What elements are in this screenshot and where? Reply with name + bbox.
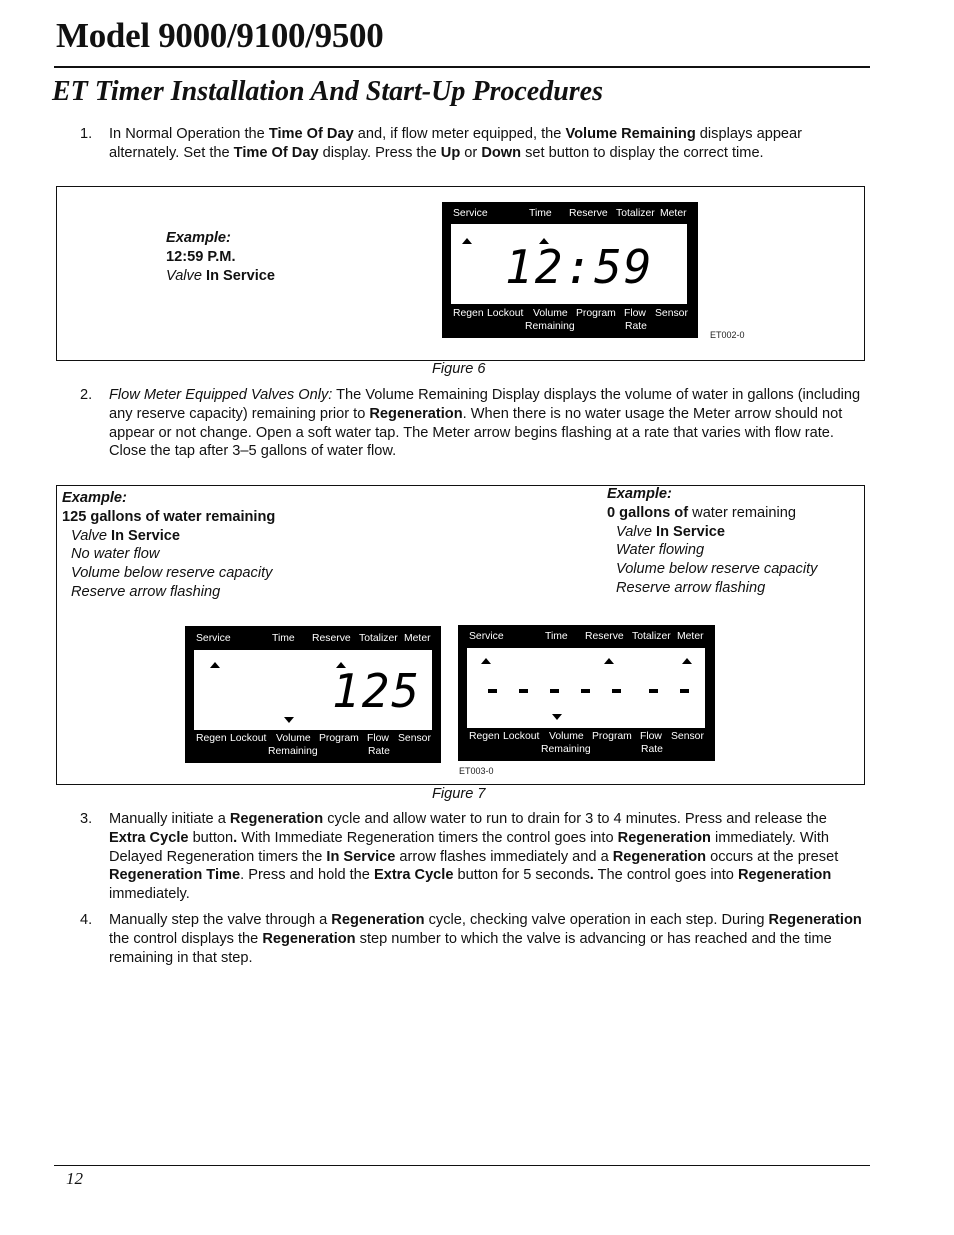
lcd-label-remaining: Remaining (541, 744, 591, 755)
lcd-label-flow: Flow (624, 308, 646, 319)
service-arrow-icon (210, 662, 220, 668)
example-line: No water flow (71, 546, 160, 563)
figure-7-caption: Figure 7 (432, 786, 486, 802)
lcd-label-sensor: Sensor (655, 308, 688, 319)
lcd-label-sensor: Sensor (671, 731, 704, 742)
lcd-label-volume: Volume (276, 733, 311, 744)
lcd-label-regen: Regen (453, 308, 484, 319)
figure-6-caption: Figure 6 (432, 361, 486, 377)
lcd-window (451, 224, 687, 304)
lcd-label-lockout: Lockout (487, 308, 524, 319)
figure-7-left-example (62, 489, 275, 602)
lcd-dash (680, 689, 689, 693)
example-label: Example: (166, 230, 231, 246)
lcd-label-meter: Meter (677, 631, 704, 642)
example-line: Reserve arrow flashing (616, 579, 766, 596)
lcd-label-totalizer: Totalizer (632, 631, 671, 642)
step-number: 4. (80, 912, 93, 928)
figure-6-example (166, 229, 275, 285)
lcd-label-sensor: Sensor (398, 733, 431, 744)
lcd-display-0-gallons (458, 625, 715, 761)
step-1 (80, 125, 866, 163)
lcd-label-reserve: Reserve (312, 633, 351, 644)
lcd-label-rate: Rate (641, 744, 663, 755)
lcd-label-meter: Meter (660, 208, 687, 219)
footer-divider (54, 1165, 870, 1166)
example-headline: 125 gallons of water remaining (62, 508, 276, 525)
lcd-label-program: Program (576, 308, 616, 319)
step-text: In Normal Operation the Time Of Day and, if flow meter equipped, the Volume Remaining displays appear alternately. Set the Time Of Day display. Press the Up or Down set button to display the correct time. (109, 126, 803, 161)
lcd-display-time (442, 202, 698, 338)
example-headline-rest: water remaining (688, 504, 796, 521)
title-divider (54, 66, 870, 68)
example-time: 12:59 P.M. (166, 248, 236, 265)
lcd-label-remaining: Remaining (525, 321, 575, 332)
lcd-label-time: Time (545, 631, 568, 642)
lcd-label-service: Service (196, 633, 231, 644)
valve-word: Valve (166, 267, 202, 284)
lcd-label-totalizer: Totalizer (359, 633, 398, 644)
reserve-arrow-icon (604, 658, 614, 664)
lcd-display-125-gallons (185, 626, 441, 763)
step-text: Manually initiate a Regeneration cycle and allow water to run to drain for 3 to 4 minutes. Press and release the Extra Cycle button. With Immediate Regeneration timers the control goes into Regeneration immediately. With Delayed Regeneration timers the In Service arrow flashes immediately and a Regeneration occurs at the preset Regeneration Time. Press and hold the Extra Cycle button for 5 seconds. The control goes into Regeneration immediately. (109, 811, 839, 903)
lcd-label-time: Time (272, 633, 295, 644)
example-line: Water flowing (616, 542, 705, 559)
lcd-dash (612, 689, 621, 693)
step-number: 1. (80, 126, 93, 142)
valve-word: Valve (616, 523, 652, 540)
step-number: 2. (80, 387, 93, 403)
lcd-dash (550, 689, 559, 693)
volume-arrow-icon (552, 714, 562, 720)
lcd-label-rate: Rate (368, 746, 390, 757)
volume-arrow-icon (284, 717, 294, 723)
valve-state: In Service (111, 527, 180, 544)
page-number: 12 (66, 1169, 83, 1188)
step-number: 3. (80, 811, 93, 827)
lcd-label-lockout: Lockout (230, 733, 267, 744)
lcd-dash (581, 689, 590, 693)
lcd-label-volume: Volume (549, 731, 584, 742)
lcd-label-reserve: Reserve (585, 631, 624, 642)
lcd-label-program: Program (319, 733, 359, 744)
example-line: Volume below reserve capacity (616, 561, 818, 578)
lcd-label-service: Service (453, 208, 488, 219)
step-2 (80, 386, 866, 461)
section-title: ET Timer Installation And Start-Up Procedures (52, 76, 603, 107)
lcd-label-regen: Regen (469, 731, 500, 742)
valve-word: Valve (71, 527, 107, 544)
lcd-label-lockout: Lockout (503, 731, 540, 742)
lcd-dash (488, 689, 497, 693)
step-3 (80, 810, 866, 904)
figure-code: ET003-0 (459, 766, 494, 776)
lcd-label-time: Time (529, 208, 552, 219)
step-text: Manually step the valve through a Regeneration cycle, checking valve operation in each step. During Regeneration the control displays the Regeneration step number to which the valve is advancing or has reached and the time remaining in that step. (109, 912, 862, 966)
example-headline-bold: 0 gallons of (607, 504, 689, 521)
valve-state: In Service (206, 267, 275, 284)
service-arrow-icon (462, 238, 472, 244)
lcd-label-flow: Flow (640, 731, 662, 742)
lcd-label-flow: Flow (367, 733, 389, 744)
lcd-label-volume: Volume (533, 308, 568, 319)
example-label: Example: (607, 486, 672, 502)
lcd-window (467, 648, 705, 728)
valve-state: In Service (656, 523, 725, 540)
lcd-label-program: Program (592, 731, 632, 742)
step-4 (80, 911, 866, 967)
figure-7-right-example (607, 485, 817, 598)
lcd-window (194, 650, 432, 730)
figure-code: ET002-0 (710, 330, 745, 340)
lcd-label-service: Service (469, 631, 504, 642)
example-line: Reserve arrow flashing (71, 583, 221, 600)
lcd-label-totalizer: Totalizer (616, 208, 655, 219)
lcd-label-meter: Meter (404, 633, 431, 644)
meter-arrow-icon (682, 658, 692, 664)
lcd-label-remaining: Remaining (268, 746, 318, 757)
lcd-label-rate: Rate (625, 321, 647, 332)
service-arrow-icon (481, 658, 491, 664)
lcd-digits: 125 (332, 664, 422, 718)
lcd-dash (519, 689, 528, 693)
lcd-dash (649, 689, 658, 693)
lcd-label-reserve: Reserve (569, 208, 608, 219)
example-label: Example: (62, 490, 127, 506)
example-line: Volume below reserve capacity (71, 565, 273, 582)
lcd-digits: 12:59 (505, 240, 654, 294)
lcd-label-regen: Regen (196, 733, 227, 744)
step-text: Flow Meter Equipped Valves Only: The Volume Remaining Display displays the volume of water in gallons (including any reserve capacity) remaining prior to Regeneration. When there is no water usage the Meter arrow should not appear or not change. Open a soft water tap. The Meter arrow begins flashing at a rate that varies with flow rate. Close the tap after 3–5 gallons of water flow. (109, 387, 861, 460)
model-title: Model 9000/9100/9500 (56, 16, 384, 55)
